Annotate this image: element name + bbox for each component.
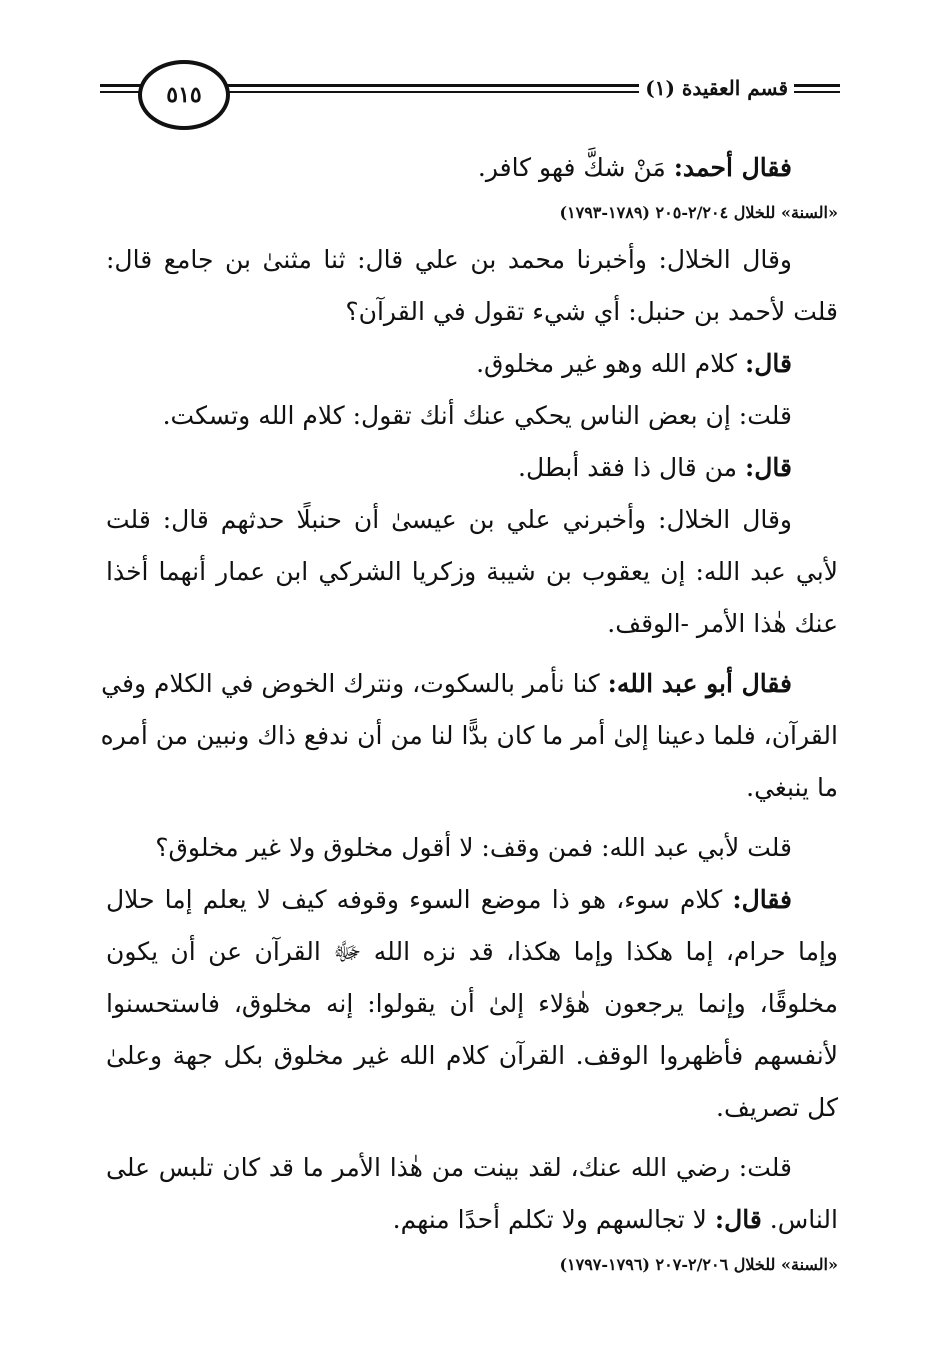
speaker-label: فقال أحمد:	[673, 153, 792, 182]
paragraph-4: قلت: إن بعض الناس يحكي عنك أنك تقول: كلام الله وتسكت.	[162, 401, 792, 430]
paragraph-6-line-1: وقال الخلال: وأخبرني علي بن عيسىٰ أن حنبلًا حدثهم قال: قلت	[106, 505, 792, 534]
paragraph-9-line-5: كل تصريف.	[716, 1093, 838, 1122]
paragraph-text: كلام الله وهو غير مخلوق.	[476, 349, 746, 378]
paragraph-9-line-4: لأنفسهم فأظهروا الوقف. القرآن كلام الله غير مخلوق بكل جهة وعلىٰ	[106, 1041, 838, 1070]
paragraph-1	[106, 142, 838, 194]
header-rule-left-bottom	[100, 91, 142, 93]
running-header	[100, 58, 840, 138]
header-rule-left-top	[100, 84, 142, 87]
paragraph-text: الناس.	[761, 1205, 838, 1234]
speaker-label: قال:	[745, 349, 792, 378]
paragraph-6-line-2: لأبي عبد الله: إن يعقوب بن شيبة وزكريا الشركي ابن عمار أنهما أخذا	[106, 557, 838, 586]
page-body	[100, 142, 838, 1286]
paragraph-9-line-1	[106, 874, 838, 926]
paragraph-9-line-3: مخلوقًا، وإنما يرجعون هٰؤلاء إلىٰ أن يقولوا: إنه مخلوق، فاستحسنوا	[106, 989, 838, 1018]
paragraph-8: قلت لأبي عبد الله: فمن وقف: لا أقول مخلوق ولا غير مخلوق؟	[155, 833, 792, 862]
speaker-label: قال:	[714, 1205, 762, 1234]
paragraph-5	[106, 442, 838, 494]
paragraph-text: لا تجالسهم ولا تكلم أحدًا منهم.	[392, 1205, 715, 1234]
speaker-label: قال:	[745, 453, 792, 482]
chapter-title: قسم العقيدة (١)	[639, 76, 794, 100]
page-number-text: ٥١٥	[166, 82, 202, 108]
paragraph-7-line-2: القرآن، فلما دعينا إلىٰ أمر ما كان بدًّا لنا من أن ندفع ذاك ونبين من أمره	[100, 721, 838, 750]
paragraph-2-line-1: وقال الخلال: وأخبرنا محمد بن علي قال: ثنا مثنىٰ بن جامع قال:	[106, 245, 792, 274]
paragraph-3	[106, 338, 838, 390]
paragraph-9-line-2: وإما حرام، إما هكذا وإما هكذا، قد نزه الله ﷻ القرآن عن أن يكون	[106, 937, 838, 966]
paragraph-text: من قال ذا فقد أبطل.	[518, 453, 746, 482]
paragraph-10-line-1: قلت: رضي الله عنك، لقد بينت من هٰذا الأمر ما قد كان تلبس على	[106, 1153, 792, 1182]
citation-1: «السنة» للخلال ٢/٢٠٤-٢٠٥ (١٧٨٩-١٧٩٣)	[559, 203, 838, 222]
paragraph-text: مَنْ شكَّ فهو كافر.	[477, 153, 674, 182]
paragraph-7-line-3: ما ينبغي.	[746, 773, 838, 802]
paragraph-10-line-2	[106, 1194, 838, 1246]
citation-2: «السنة» للخلال ٢/٢٠٦-٢٠٧ (١٧٩٦-١٧٩٧)	[559, 1255, 838, 1274]
paragraph-text: كنا نأمر بالسكوت، ونترك الخوض في الكلام وفي	[101, 669, 608, 698]
paragraph-text: كلام سوء، هو ذا موضع السوء وقوفه كيف لا يعلم إما حلال	[106, 885, 733, 914]
speaker-label: فقال أبو عبد الله:	[607, 669, 792, 698]
paragraph-6-line-3: عنك هٰذا الأمر -الوقف.	[607, 609, 838, 638]
paragraph-2-line-2: قلت لأحمد بن حنبل: أي شيء تقول في القرآن؟	[345, 297, 838, 326]
speaker-label: فقال:	[732, 885, 792, 914]
paragraph-7-line-1	[101, 658, 838, 710]
page-number	[138, 60, 230, 130]
